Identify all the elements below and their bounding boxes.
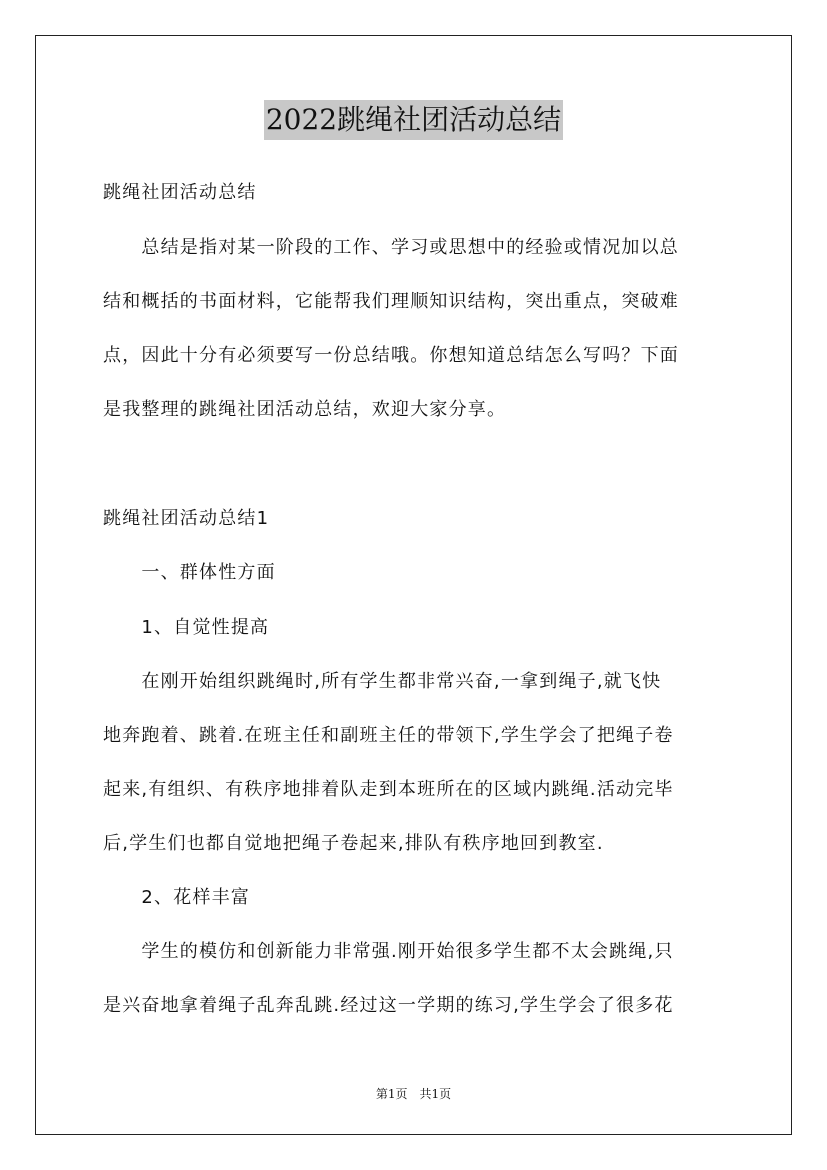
title-container — [0, 100, 827, 140]
paragraph-line: 总结是指对某一阶段的工作、学习或思想中的经验或情况加以总 — [103, 237, 679, 258]
page-footer: 第1页 共1页 — [375, 1087, 452, 1101]
paragraph-line: 结和概括的书面材料，它能帮我们理顺知识结构，突出重点，突破难 — [103, 291, 679, 312]
paragraph-line: 点，因此十分有必须要写一份总结哦。你想知道总结怎么写吗？下面 — [103, 345, 679, 366]
paragraph-line: 是兴奋地拿着绳子乱奔乱跳.经过这一学期的练习,学生学会了很多花 — [103, 995, 674, 1016]
paragraph-line: 是我整理的跳绳社团活动总结，欢迎大家分享。 — [103, 399, 507, 420]
paragraph-line: 起来,有组织、有秩序地排着队走到本班所在的区域内跳绳.活动完毕 — [103, 779, 674, 800]
paragraph-line: 学生的模仿和创新能力非常强.刚开始很多学生都不太会跳绳,只 — [103, 941, 674, 962]
subsection-heading: 1、自觉性提高 — [103, 617, 270, 638]
document-title: 2022跳绳社团活动总结 — [264, 100, 563, 140]
paragraph-line: 地奔跑着、跳着.在班主任和副班主任的带领下,学生学会了把绳子卷 — [103, 725, 674, 746]
paragraph-line: 在刚开始组织跳绳时,所有学生都非常兴奋,一拿到绳子,就飞快 — [103, 671, 662, 692]
intro-heading: 跳绳社团活动总结 — [103, 182, 257, 203]
subsection-heading: 2、花样丰富 — [103, 887, 251, 908]
subsection-heading: 一、群体性方面 — [103, 562, 276, 583]
paragraph-line: 后,学生们也都自觉地把绳子卷起来,排队有秩序地回到教室. — [103, 833, 604, 854]
section-heading: 跳绳社团活动总结1 — [103, 508, 270, 529]
